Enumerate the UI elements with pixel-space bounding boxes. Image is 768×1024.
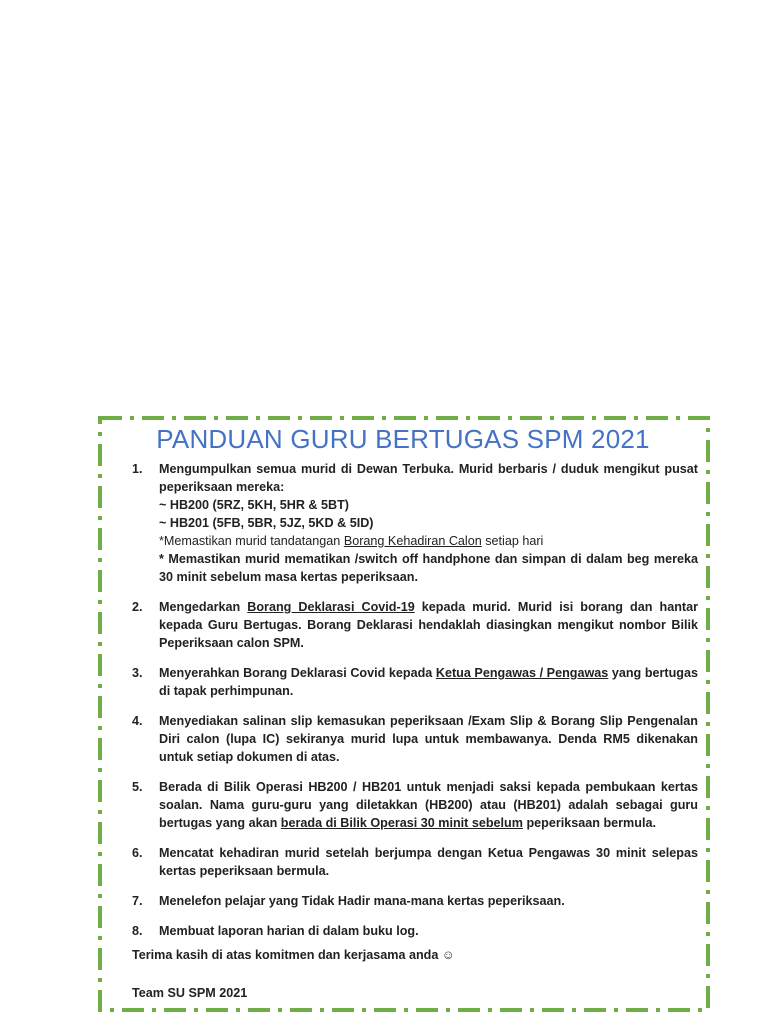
item-text-part: Mengedarkan <box>159 600 248 614</box>
bilik-operasi-link: berada di Bilik Operasi 30 minit sebelum <box>280 816 523 830</box>
list-item-2 <box>132 598 698 652</box>
item-line: ~ HB201 (5FB, 5BR, 5JZ, 5KD & 5ID) <box>159 516 374 530</box>
note-text: *Memastikan murid tandatangan <box>159 534 344 548</box>
list-item-3 <box>132 664 698 700</box>
document-title: PANDUAN GURU BERTUGAS SPM 2021 <box>156 424 650 454</box>
item-number: 2. <box>132 600 143 614</box>
list-item-6 <box>132 844 698 880</box>
item-text-part: yang bertugas di tapak perhimpunan. <box>159 666 699 698</box>
item-text <box>159 778 698 832</box>
list-item-4 <box>132 712 698 766</box>
item-text <box>159 598 698 652</box>
item-text: Menyediakan salinan slip kemasukan peperiksaan /Exam Slip & Borang Slip Pengenalan Diri calon (lupa IC) sekiranya murid lupa untuk membawanya. Denda RM5 dikenakan untuk setiap dokumen di atas. <box>159 714 698 764</box>
item-text <box>159 460 698 586</box>
item-text-part: Menyerahkan Borang Deklarasi Covid kepada <box>159 666 436 680</box>
item-text-part: Berada di Bilik Operasi HB200 / HB201 untuk menjadi saksi kepada pembukaan kertas soalan. Nama guru-guru yang diletakkan (HB200) atau (HB201) adalah sebagai guru bertugas yang akan <box>159 780 698 830</box>
item-number: 6. <box>132 846 143 860</box>
item-text: Membuat laporan harian di dalam buku log. <box>159 924 419 938</box>
item-text-part: kepada murid. Murid isi borang dan hantar kepada Guru Bertugas. Borang Deklarasi hendaklah diasingkan mengikut nombor Bilik Peperiksaan calon SPM. <box>159 600 698 650</box>
borang-kehadiran-link: Borang Kehadiran Calon <box>343 534 482 548</box>
item-number: 4. <box>132 714 143 728</box>
item-text <box>159 664 698 700</box>
list-item-5 <box>132 778 698 832</box>
item-text: Menelefon pelajar yang Tidak Hadir mana-mana kertas peperiksaan. <box>159 894 565 908</box>
list-item-1 <box>132 460 698 586</box>
instruction-list <box>132 460 698 952</box>
note-text: setiap hari <box>481 534 544 548</box>
item-number: 7. <box>132 894 143 908</box>
item-number: 1. <box>132 462 143 476</box>
item-line: Mengumpulkan semua murid di Dewan Terbuka. Murid berbaris / duduk mengikut pusat peperiksaan mereka: <box>159 462 698 494</box>
item-text: Mencatat kehadiran murid setelah berjumpa dengan Ketua Pengawas 30 minit selepas kertas peperiksaan bermula. <box>159 846 698 878</box>
team-signature: Team SU SPM 2021 <box>132 986 248 1000</box>
ketua-pengawas-link: Ketua Pengawas / Pengawas <box>435 666 609 680</box>
borang-deklarasi-link: Borang Deklarasi Covid-19 <box>247 600 415 614</box>
item-number: 3. <box>132 666 143 680</box>
item-line: ~ HB200 (5RZ, 5KH, 5HR & 5BT) <box>159 498 350 512</box>
thanks-note: Terima kasih di atas komitmen dan kerjasama anda ☺ <box>132 948 455 962</box>
item-number: 5. <box>132 780 143 794</box>
note-line: * Memastikan murid mematikan /switch off handphone dan simpan di dalam beg mereka 30 minit sebelum masa kertas peperiksaan. <box>159 552 698 584</box>
note-line <box>159 532 698 550</box>
list-item-7 <box>132 892 698 910</box>
item-text-part: peperiksaan bermula. <box>522 816 656 830</box>
list-item-8 <box>132 922 698 940</box>
item-number: 8. <box>132 924 143 938</box>
